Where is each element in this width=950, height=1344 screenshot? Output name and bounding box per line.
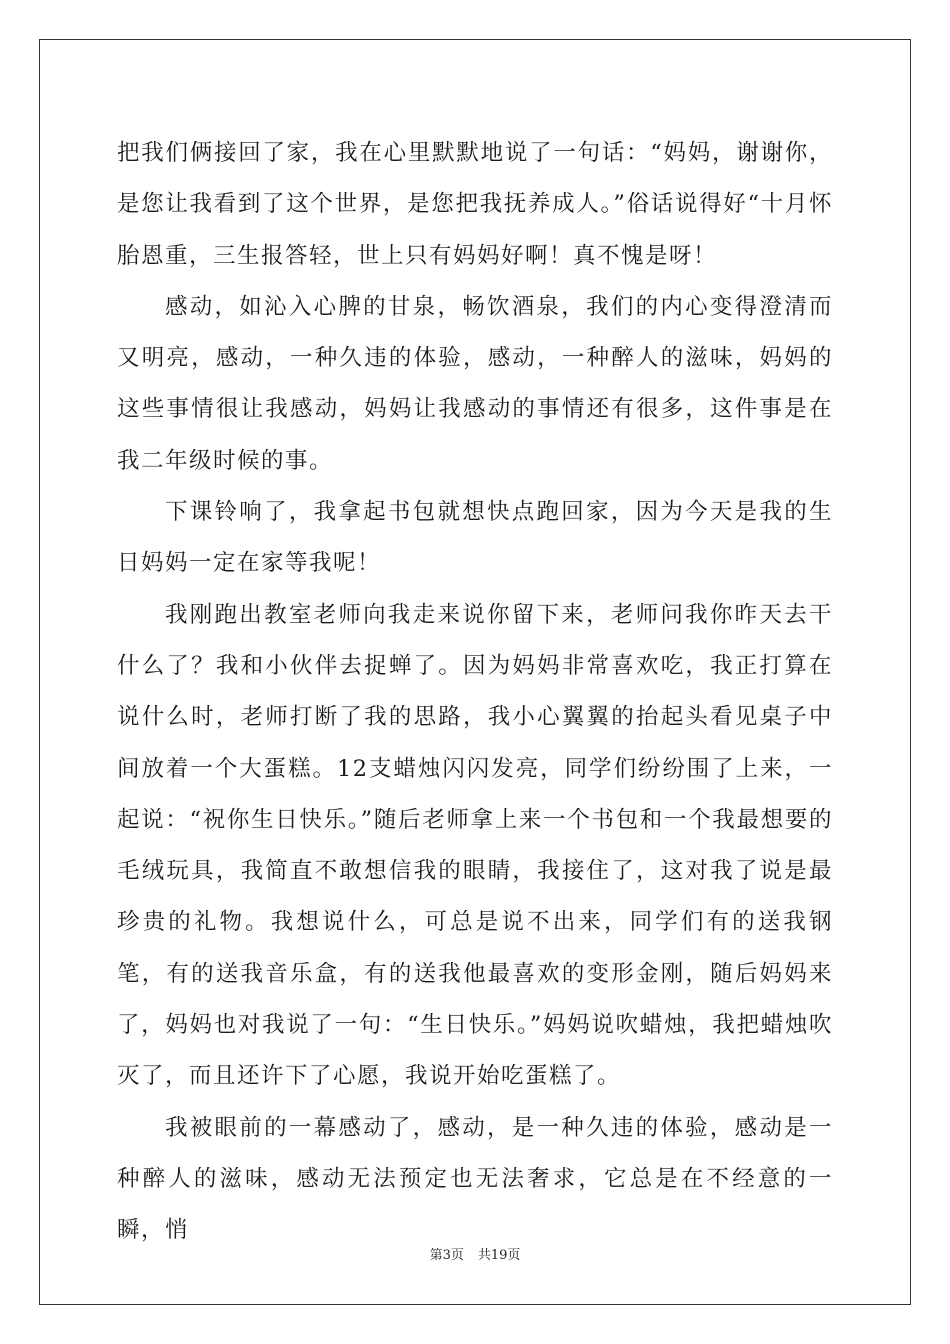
document-body <box>117 128 833 1257</box>
paragraph-2: 感动，如沁入心脾的甘泉，畅饮酒泉，我们的内心变得澄清而又明亮，感动，一种久违的体验，感动，一种醉人的滋味，妈妈的这些事情很让我感动，妈妈让我感动的事情还有很多，这件事是在我二年级时候的事。 <box>117 293 833 474</box>
paragraph-1: 把我们俩接回了家，我在心里默默地说了一句话：“妈妈，谢谢你，是您让我看到了这个世界，是您把我抚养成人。”俗话说得好“十月怀胎恩重，三生报答轻，世上只有妈妈好啊！真不愧是呀！ <box>117 140 833 269</box>
paragraph-4: 我刚跑出教室老师向我走来说你留下来，老师问我你昨天去干什么了？我和小伙伴去捉蝉了。因为妈妈非常喜欢吃，我正打算在说什么时，老师打断了我的思路，我小心翼翼的抬起头看见桌子中间放着一个大蛋糕。12支蜡烛闪闪发亮，同学们纷纷围了上来，一起说：“祝你生日快乐。”随后老师拿上来一个书包和一个我最想要的毛绒玩具，我简直不敢想信我的眼睛，我接住了，这对我了说是最珍贵的礼物。我想说什么，可总是说不出来，同学们有的送我钢笔，有的送我音乐盒，有的送我他最喜欢的变形金刚，随后妈妈来了，妈妈也对我说了一句：“生日快乐。”妈妈说吹蜡烛，我把蜡烛吹灭了，而且还许下了心愿，我说开始吃蛋糕了。 <box>117 601 833 1090</box>
page-footer <box>0 1247 950 1265</box>
page-total: 共19页 <box>477 1248 521 1263</box>
paragraph-3: 下课铃响了，我拿起书包就想快点跑回家，因为今天是我的生日妈妈一定在家等我呢！ <box>117 499 833 577</box>
page-number: 第3页 <box>429 1248 464 1263</box>
paragraph-5: 我被眼前的一幕感动了，感动，是一种久违的体验，感动是一种醉人的滋味，感动无法预定也无法奢求，它总是在不经意的一瞬，悄 <box>117 1114 833 1244</box>
